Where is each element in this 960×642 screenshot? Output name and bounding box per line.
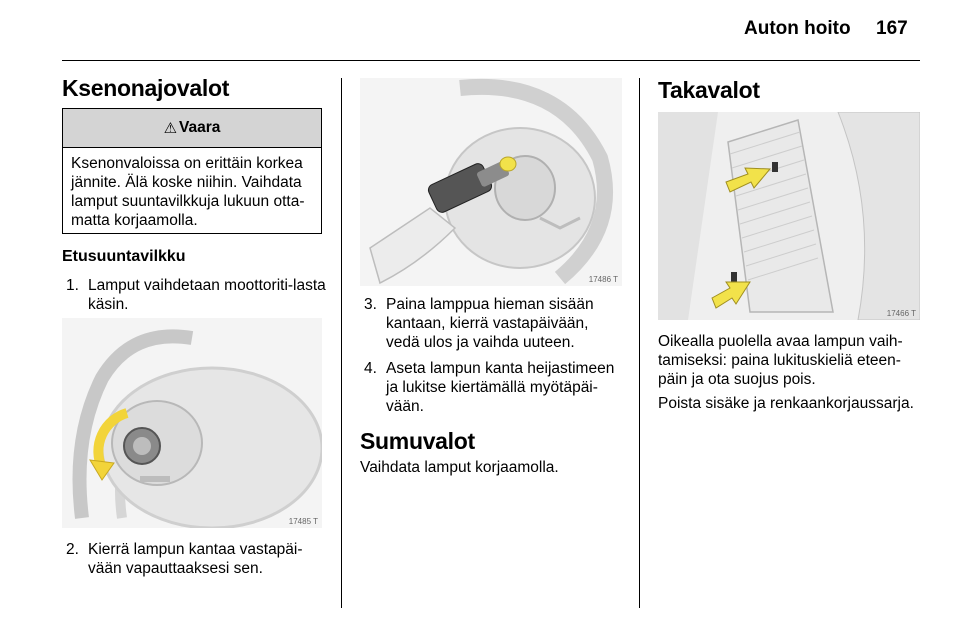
running-header-title: Auton hoito	[744, 18, 851, 39]
step-number: 4.	[364, 360, 377, 377]
section-title-fog: Sumuvalot	[360, 428, 475, 454]
step-text: Paina lamppua hieman sisään kantaan, kierrä vastapäivään, vedä ulos ja vaihda uuteen.	[386, 296, 594, 351]
header-rule	[62, 60, 920, 61]
column-divider-2	[639, 78, 640, 608]
step-text: Lamput vaihdetaan moottoriti-lasta käsin.	[88, 277, 326, 313]
warning-box	[62, 108, 322, 234]
figure-front-indicator	[62, 318, 322, 528]
list-item	[364, 295, 626, 352]
figure-code: 17466 T	[886, 309, 916, 318]
subheading-front-indicator: Etusuuntavilkku	[62, 248, 186, 265]
figure-tail-light-illustration	[658, 112, 920, 320]
step-number: 1.	[66, 277, 79, 294]
figure-tail-light	[658, 112, 920, 320]
page-number: 167	[876, 18, 908, 39]
section-title-tail: Takavalot	[658, 77, 760, 103]
warning-header	[63, 109, 321, 148]
step-list-2	[66, 540, 328, 578]
step-number: 2.	[66, 541, 79, 558]
warning-triangle-icon: ⚠	[163, 120, 178, 137]
figure-bulb-removal	[360, 78, 622, 286]
warning-text: Ksenonvaloissa on erittäin korkea jännite. Älä koske niihin. Vaihdata lamput suuntavilkkuja lukuun otta-matta korjaamolla.	[71, 155, 305, 229]
step-number: 3.	[364, 296, 377, 313]
column-divider-1	[341, 78, 342, 608]
figure-bulb-removal-illustration	[360, 78, 622, 286]
figure-code: 17485 T	[288, 517, 318, 526]
warning-label: Vaara	[179, 119, 221, 136]
tail-lights-text-1: Oikealla puolella avaa lampun vaih-tamiseksi: paina lukituskieliä eteen-päin ja ota suojus pois.	[658, 333, 903, 388]
step-list-3	[364, 295, 626, 416]
figure-front-indicator-illustration	[62, 318, 322, 528]
figure-code: 17486 T	[588, 275, 618, 284]
list-item	[364, 359, 626, 416]
fog-lights-text: Vaihdata lamput korjaamolla.	[360, 459, 559, 476]
tail-lights-text-2: Poista sisäke ja renkaankorjaussarja.	[658, 395, 914, 412]
step-text: Kierrä lampun kantaa vastapäi-vään vapauttaaksesi sen.	[88, 541, 303, 577]
step-list-1	[66, 276, 328, 314]
step-text: Aseta lampun kanta heijastimeen ja lukitse kiertämällä myötäpäi-vään.	[386, 360, 615, 415]
section-title-xenon: Ksenonajovalot	[62, 75, 230, 101]
list-item	[66, 540, 328, 578]
list-item	[66, 276, 328, 314]
